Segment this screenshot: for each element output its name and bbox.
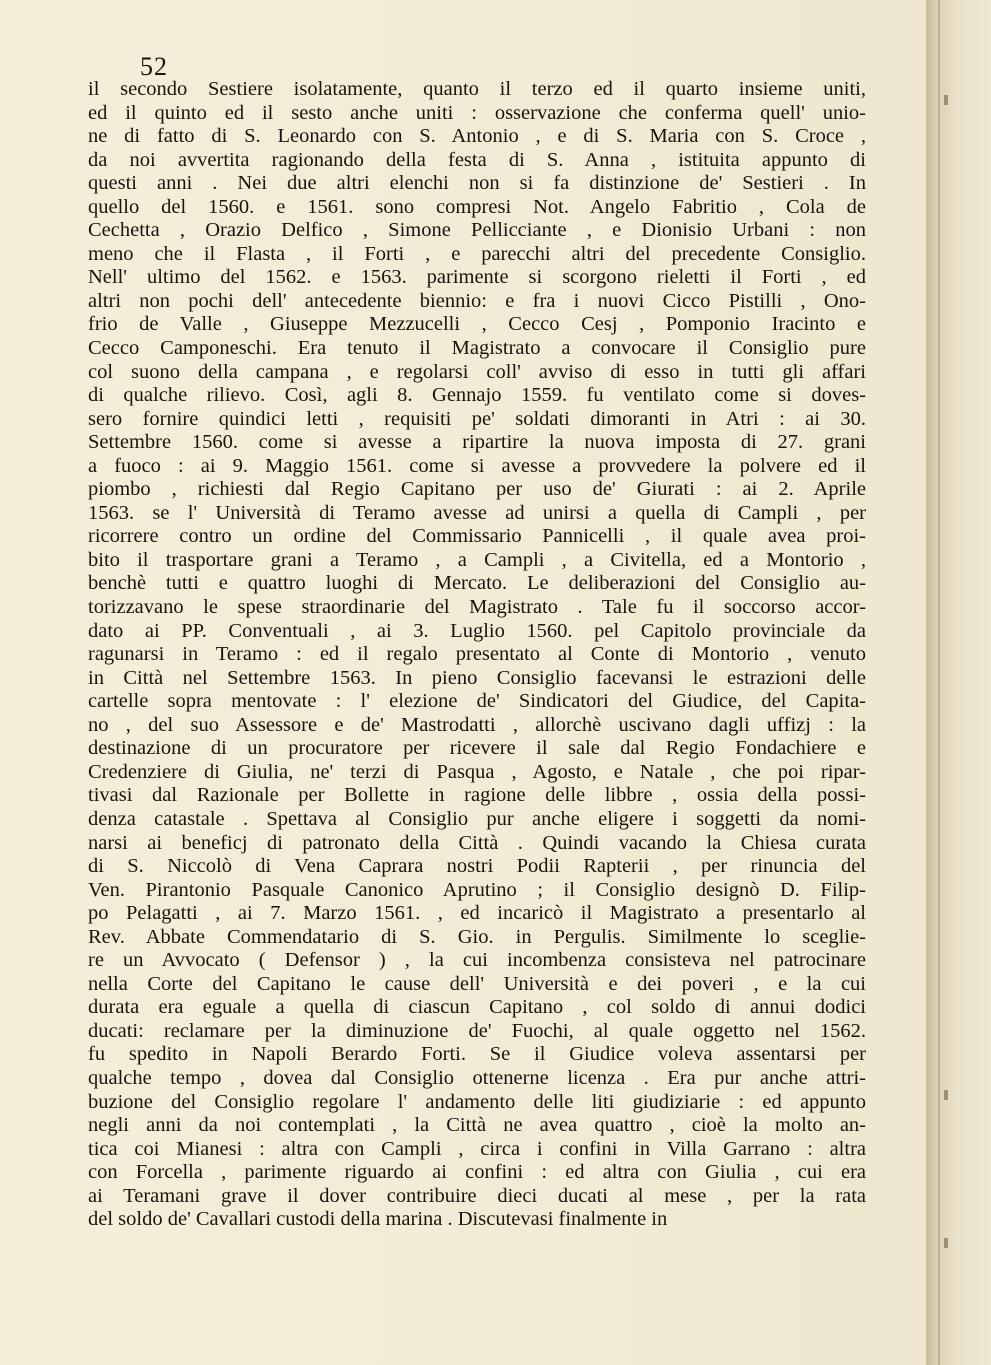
text-line: da noi avvertita ragionando della festa di S. Anna , istituita appunto di bbox=[88, 148, 866, 171]
text-line: del soldo de' Cavallari custodi della marina . Discutevasi finalmente in bbox=[88, 1208, 668, 1231]
text-line: tivasi dal Razionale per Bollette in ragione delle libbre , ossia della possi- bbox=[88, 784, 866, 807]
text-line: Settembre 1560. come si avesse a ripartire la nuova imposta di 27. grani bbox=[88, 431, 866, 454]
body-text bbox=[88, 78, 866, 1232]
text-line: Credenziere di Giulia, ne' terzi di Pasqua , Agosto, e Natale , che poi ripar- bbox=[88, 760, 866, 783]
edge-mark bbox=[944, 1090, 948, 1100]
text-line: cartelle sopra mentovate : l' elezione de' Sindicatori del Giudice, del Capita- bbox=[88, 690, 866, 713]
text-line: fu spedito in Napoli Berardo Forti. Se il Giudice voleva assentarsi per bbox=[88, 1043, 866, 1066]
text-line: torizzavano le spese straordinarie del Magistrato . Tale fu il soccorso accor- bbox=[88, 596, 866, 619]
text-line: denza catastale . Spettava al Consiglio pur anche eligere i soggetti da nomi- bbox=[88, 807, 866, 830]
text-line: qualche tempo , dovea dal Consiglio ottenerne licenza . Era pur anche attri- bbox=[88, 1066, 866, 1089]
text-line: no , del suo Assessore e de' Mastrodatti , allorchè uscivano dagli uffizj : la bbox=[88, 713, 866, 736]
text-line: il secondo Sestiere isolatamente, quanto il terzo ed il quarto insieme uniti, bbox=[88, 78, 866, 100]
text-line: in Città nel Settembre 1563. In pieno Consiglio facevansi le estrazioni delle bbox=[88, 666, 866, 689]
text-line: Cecco Camponeschi. Era tenuto il Magistrato a convocare il Consiglio pure bbox=[88, 337, 866, 360]
text-line: Rev. Abbate Commendatario di S. Gio. in Pergulis. Similmente lo sceglie- bbox=[88, 925, 866, 948]
text-line: questi anni . Nei due altri elenchi non si fa distinzione de' Sestieri . In bbox=[88, 172, 866, 195]
text-line: sero fornire quindici letti , requisiti pe' soldati dimoranti in Atri : ai 30. bbox=[88, 407, 866, 430]
text-line: tica coi Mianesi : altra con Campli , circa i confini in Villa Garrano : altra bbox=[88, 1137, 866, 1160]
edge-mark bbox=[944, 95, 948, 105]
text-line: Ven. Pirantonio Pasquale Canonico Aprutino ; il Consiglio designò D. Filip- bbox=[88, 878, 866, 901]
text-line: bito il trasportare grani a Teramo , a Campli , a Civitella, ed a Montorio , bbox=[88, 548, 866, 571]
text-line: frio de Valle , Giuseppe Mezzucelli , Cecco Cesj , Pomponio Iracinto e bbox=[88, 313, 866, 336]
text-line: buzione del Consiglio regolare l' andamento delle liti giudiziarie : ed appunto bbox=[88, 1090, 866, 1113]
text-line: dato ai PP. Conventuali , ai 3. Luglio 1560. pel Capitolo provinciale da bbox=[88, 619, 866, 642]
text-line: meno che il Flasta , il Forti , e parecchi altri del precedente Consiglio. bbox=[88, 242, 866, 265]
text-line: negli anni da noi contemplati , la Città ne avea quattro , cioè la molto an- bbox=[88, 1114, 866, 1137]
text-line: durata era eguale a quella di ciascun Capitano , col soldo di annui dodici bbox=[88, 996, 866, 1019]
text-line: nella Corte del Capitano le cause dell' Università e dei poveri , e la cui bbox=[88, 972, 866, 995]
text-line: ricorrere contro un ordine del Commissario Pannicelli , il quale avea proi- bbox=[88, 525, 866, 548]
text-line: ragunarsi in Teramo : ed il regalo presentato al Conte di Montorio , venuto bbox=[88, 643, 866, 666]
text-line: piombo , richiesti dal Regio Capitano per uso de' Giurati : ai 2. Aprile bbox=[88, 478, 866, 501]
text-line: col suono della campana , e regolarsi coll' avviso di esso in tutti gli affari bbox=[88, 360, 866, 383]
text-line: destinazione di un procuratore per ricevere il sale dal Regio Fondachiere e bbox=[88, 737, 866, 760]
binding-shadow bbox=[938, 0, 940, 1365]
text-line: altri non pochi dell' antecedente biennio: e fra i nuovi Cicco Pistilli , Ono- bbox=[88, 289, 866, 312]
text-line: ducati: reclamare per la diminuzione de' Fuochi, al quale oggetto nel 1562. bbox=[88, 1019, 866, 1042]
text-line: re un Avvocato ( Defensor ) , la cui incombenza consisteva nel patrocinare bbox=[88, 949, 866, 972]
text-line: benchè tutti e quattro luoghi di Mercato. Le deliberazioni del Consiglio au- bbox=[88, 572, 866, 595]
edge-mark bbox=[944, 1238, 948, 1248]
page-number: 52 bbox=[140, 52, 168, 81]
text-line: ed il quinto ed il sesto anche uniti : osservazione che conferma quell' unio- bbox=[88, 101, 866, 124]
page-edge bbox=[926, 0, 991, 1365]
text-line: ne di fatto di S. Leonardo con S. Antonio , e di S. Maria con S. Croce , bbox=[88, 125, 866, 148]
text-line: 1563. se l' Università di Teramo avesse ad unirsi a quella di Campli , per bbox=[88, 501, 866, 524]
text-line: con Forcella , parimente riguardo ai confini : ed altra con Giulia , cui era bbox=[88, 1161, 866, 1184]
text-line: narsi ai beneficj di patronato della Città . Quindi vacando la Chiesa curata bbox=[88, 831, 866, 854]
text-line: Cechetta , Orazio Delfico , Simone Pellicciante , e Dionisio Urbani : non bbox=[88, 219, 866, 242]
text-line: di qualche rilievo. Così, agli 8. Gennajo 1559. fu ventilato come si doves- bbox=[88, 384, 866, 407]
text-line: Nell' ultimo del 1562. e 1563. parimente si scorgono rieletti il Forti , ed bbox=[88, 266, 866, 289]
text-line: di S. Niccolò di Vena Caprara nostri Podii Rapterii , per rinuncia del bbox=[88, 855, 866, 878]
text-line: a fuoco : ai 9. Maggio 1561. come si avesse a provvedere la polvere ed il bbox=[88, 454, 866, 477]
text-line: po Pelagatti , ai 7. Marzo 1561. , ed incaricò il Magistrato a presentarlo al bbox=[88, 902, 866, 925]
text-line: ai Teramani grave il dover contribuire dieci ducati al mese , per la rata bbox=[88, 1184, 866, 1207]
text-line: quello del 1560. e 1561. sono compresi Not. Angelo Fabritio , Cola de bbox=[88, 195, 866, 218]
